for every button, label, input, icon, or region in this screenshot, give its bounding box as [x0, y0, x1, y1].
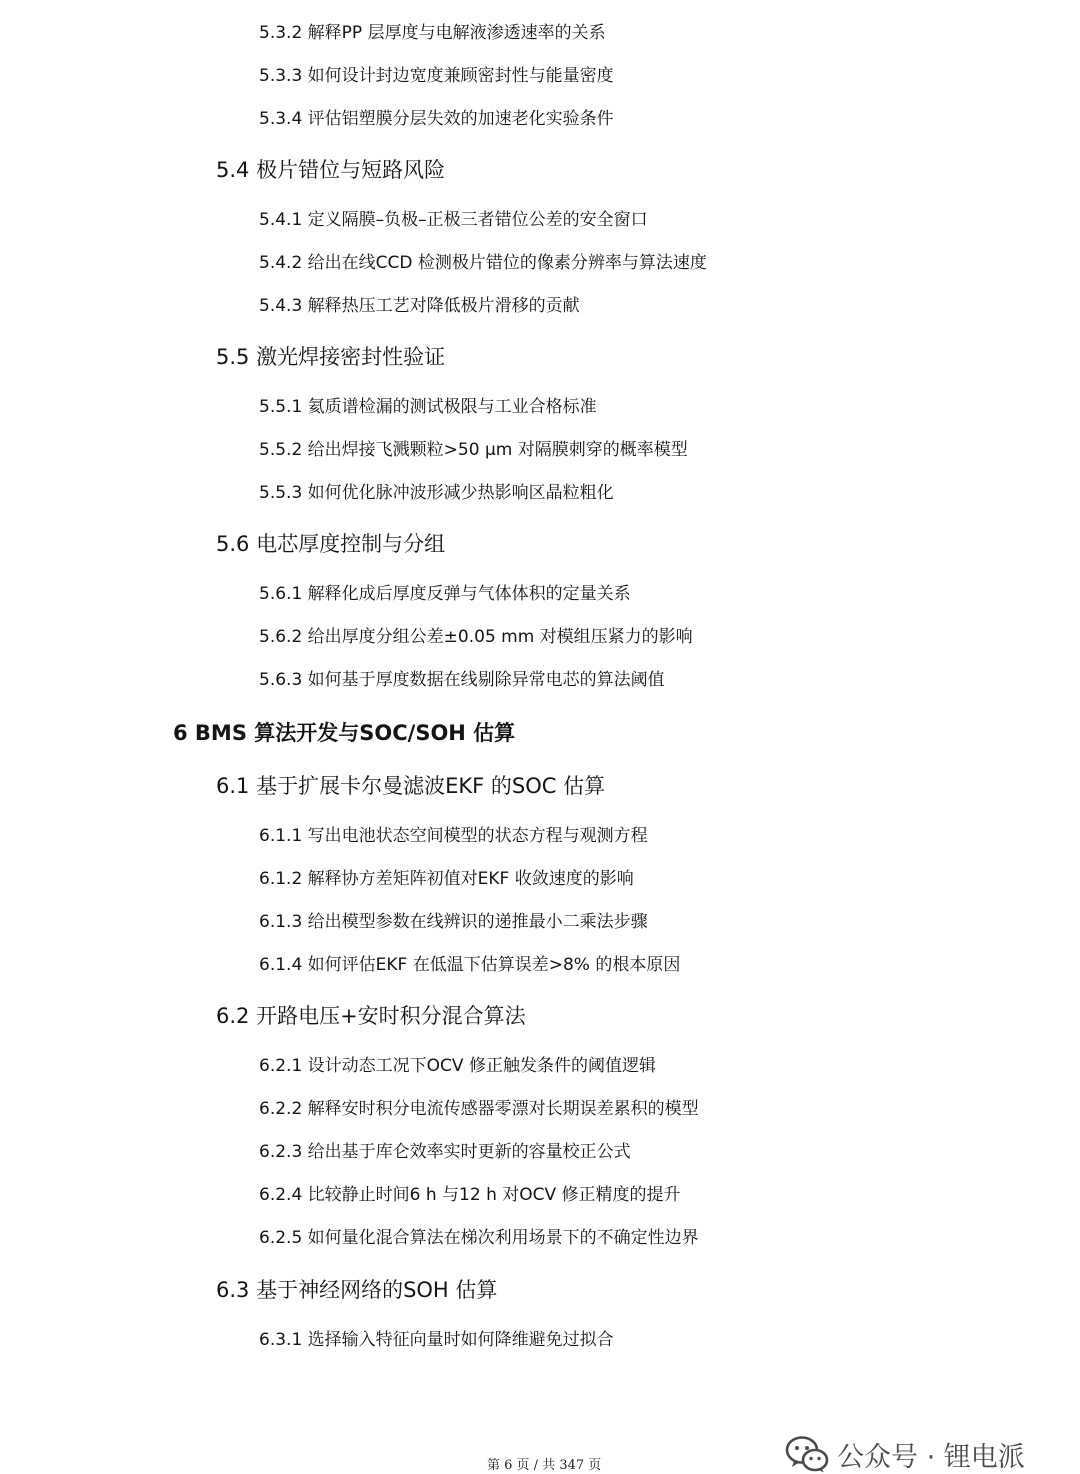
- toc-section-6-3: 6.3 基于神经网络的SOH 估算: [216, 1278, 498, 1302]
- toc-entry-5-4-1: 5.4.1 定义隔膜–负极–正极三者错位公差的安全窗口: [259, 210, 648, 230]
- toc-section-6-2: 6.2 开路电压+安时积分混合算法: [216, 1004, 526, 1028]
- toc-entry-6-2-4: 6.2.4 比较静止时间6 h 与12 h 对OCV 修正精度的提升: [259, 1185, 681, 1205]
- toc-section-6-1: 6.1 基于扩展卡尔曼滤波EKF 的SOC 估算: [216, 774, 606, 798]
- toc-entry-6-1-4: 6.1.4 如何评估EKF 在低温下估算误差>8% 的根本原因: [259, 955, 681, 975]
- toc-entry-6-2-3: 6.2.3 给出基于库仑效率实时更新的容量校正公式: [259, 1142, 631, 1162]
- toc-entry-5-5-3: 5.5.3 如何优化脉冲波形减少热影响区晶粒粗化: [259, 483, 614, 503]
- toc-entry-6-1-3: 6.1.3 给出模型参数在线辨识的递推最小二乘法步骤: [259, 912, 648, 932]
- toc-entry-6-1-2: 6.1.2 解释协方差矩阵初值对EKF 收敛速度的影响: [259, 869, 634, 889]
- toc-section-5-6: 5.6 电芯厚度控制与分组: [216, 532, 446, 556]
- watermark-text: 公众号 · 锂电派: [837, 1441, 1025, 1473]
- toc-section-5-4: 5.4 极片错位与短路风险: [216, 158, 446, 182]
- toc-section-5-5: 5.5 激光焊接密封性验证: [216, 345, 446, 369]
- toc-entry-5-6-2: 5.6.2 给出厚度分组公差±0.05 mm 对模组压紧力的影响: [259, 627, 693, 647]
- toc-entry-6-1-1: 6.1.1 写出电池状态空间模型的状态方程与观测方程: [259, 826, 648, 846]
- toc-entry-5-4-3: 5.4.3 解释热压工艺对降低极片滑移的贡献: [259, 296, 580, 316]
- toc-entry-6-2-5: 6.2.5 如何量化混合算法在梯次利用场景下的不确定性边界: [259, 1228, 699, 1248]
- toc-chapter-6: 6 BMS 算法开发与SOC/SOH 估算: [173, 721, 516, 745]
- toc-entry-5-6-3: 5.6.3 如何基于厚度数据在线剔除异常电芯的算法阈值: [259, 670, 665, 690]
- toc-entry-5-3-2: 5.3.2 解释PP 层厚度与电解液渗透速率的关系: [259, 23, 606, 43]
- toc-entry-5-6-1: 5.6.1 解释化成后厚度反弹与气体体积的定量关系: [259, 584, 631, 604]
- watermark: [785, 1434, 1025, 1474]
- page-number-footer: 第 6 页 / 共 347 页: [487, 1458, 602, 1473]
- toc-entry-5-5-2: 5.5.2 给出焊接飞溅颗粒>50 μm 对隔膜刺穿的概率模型: [259, 440, 688, 460]
- toc-entry-5-5-1: 5.5.1 氦质谱检漏的测试极限与工业合格标准: [259, 397, 597, 417]
- toc-entry-6-2-1: 6.2.1 设计动态工况下OCV 修正触发条件的阈值逻辑: [259, 1056, 656, 1076]
- toc-entry-5-3-3: 5.3.3 如何设计封边宽度兼顾密封性与能量密度: [259, 66, 614, 86]
- toc-entry-6-2-2: 6.2.2 解释安时积分电流传感器零漂对长期误差累积的模型: [259, 1099, 699, 1119]
- wechat-icon: [785, 1434, 829, 1474]
- toc-entry-5-4-2: 5.4.2 给出在线CCD 检测极片错位的像素分辨率与算法速度: [259, 253, 707, 273]
- toc-entry-5-3-4: 5.3.4 评估铝塑膜分层失效的加速老化实验条件: [259, 109, 614, 129]
- toc-entry-6-3-1: 6.3.1 选择输入特征向量时如何降维避免过拟合: [259, 1330, 614, 1350]
